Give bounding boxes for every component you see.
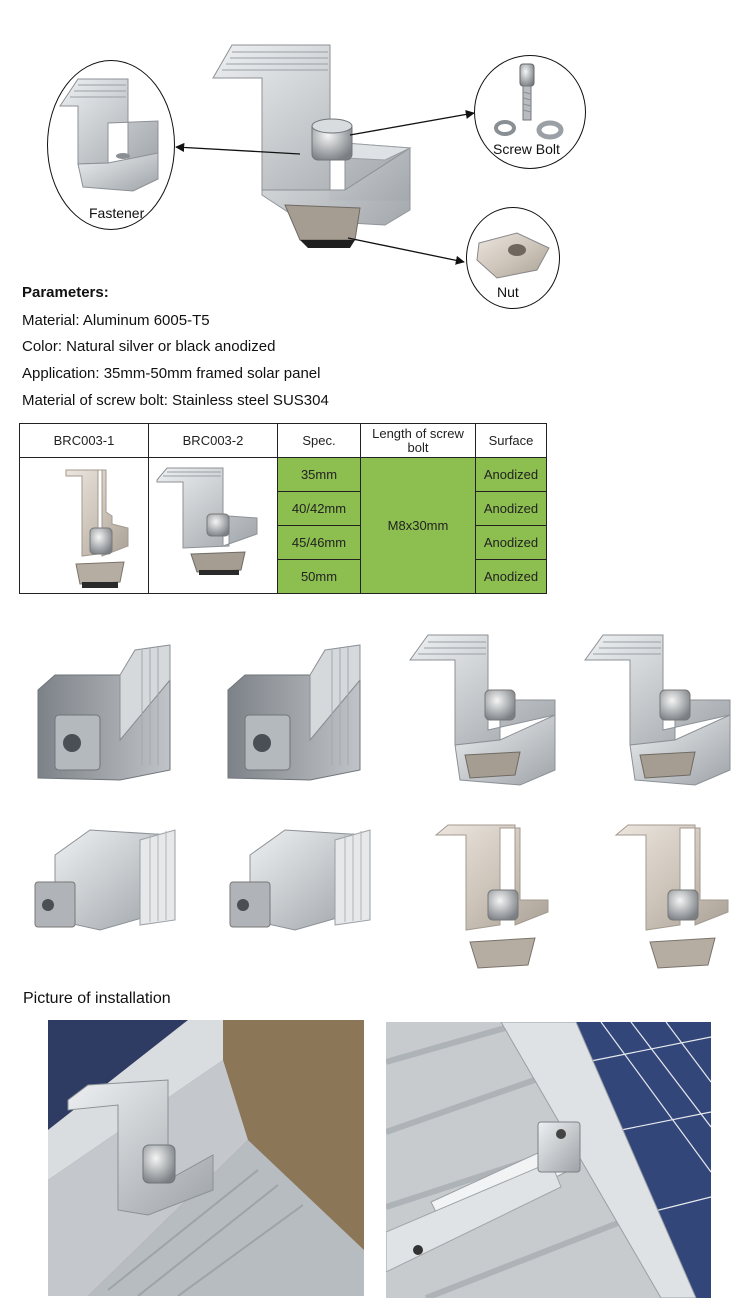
spec-40-42mm: 40/42mm	[278, 492, 361, 526]
header-brc003-2: BRC003-2	[149, 424, 278, 458]
brc003-1-image-cell	[20, 458, 149, 594]
brc003-1-clamp-image	[20, 458, 148, 590]
nut-callout	[466, 207, 560, 309]
installation-title: Picture of installation	[23, 990, 171, 1007]
param-color: Color: Natural silver or black anodized	[22, 338, 276, 355]
brc003-2-image-cell	[149, 458, 278, 594]
fastener-callout	[47, 60, 175, 230]
fastener-label: Fastener	[89, 205, 145, 221]
installation-photo-2-image	[386, 1022, 711, 1298]
installation-photo-1	[48, 1020, 364, 1296]
param-application: Application: 35mm-50mm framed solar panel	[22, 365, 321, 382]
header-bolt-length: Length of screw bolt	[361, 424, 476, 458]
brc003-2-clamp-image	[149, 458, 277, 590]
spec-50mm: 50mm	[278, 560, 361, 594]
surface-40-42mm: Anodized	[476, 492, 547, 526]
header-brc003-1: BRC003-1	[20, 424, 149, 458]
nut-label: Nut	[497, 284, 519, 300]
gallery-clamp-dark-2	[228, 645, 360, 780]
gallery-clamp-warm-1	[436, 825, 548, 968]
screw-bolt-callout	[474, 55, 586, 169]
header-spec: Spec.	[278, 424, 361, 458]
gallery-clamp-warm-2	[616, 825, 728, 968]
gallery-clamp-dark-1	[38, 645, 170, 780]
surface-45-46mm: Anodized	[476, 526, 547, 560]
gallery-clamp-silver-1	[410, 635, 555, 785]
main-end-clamp-image	[213, 45, 410, 248]
screw-bolt-label: Screw Bolt	[493, 141, 560, 157]
surface-50mm: Anodized	[476, 560, 547, 594]
bolt-length-value: M8x30mm	[361, 458, 476, 594]
spec-35mm: 35mm	[278, 458, 361, 492]
installation-photo-1-image	[48, 1020, 364, 1296]
fastener-icon	[48, 61, 174, 229]
header-surface: Surface	[476, 424, 547, 458]
gallery-clamp-side-2	[230, 830, 370, 930]
gallery-clamp-silver-2	[585, 635, 730, 785]
product-gallery	[0, 620, 750, 970]
installation-photo-2	[386, 1022, 711, 1298]
spec-45-46mm: 45/46mm	[278, 526, 361, 560]
gallery-clamp-side-1	[35, 830, 175, 930]
param-bolt-material: Material of screw bolt: Stainless steel SUS304	[22, 392, 329, 409]
surface-35mm: Anodized	[476, 458, 547, 492]
parameters-title: Parameters:	[22, 284, 109, 301]
param-material: Material: Aluminum 6005-T5	[22, 312, 210, 329]
spec-table	[19, 423, 547, 594]
